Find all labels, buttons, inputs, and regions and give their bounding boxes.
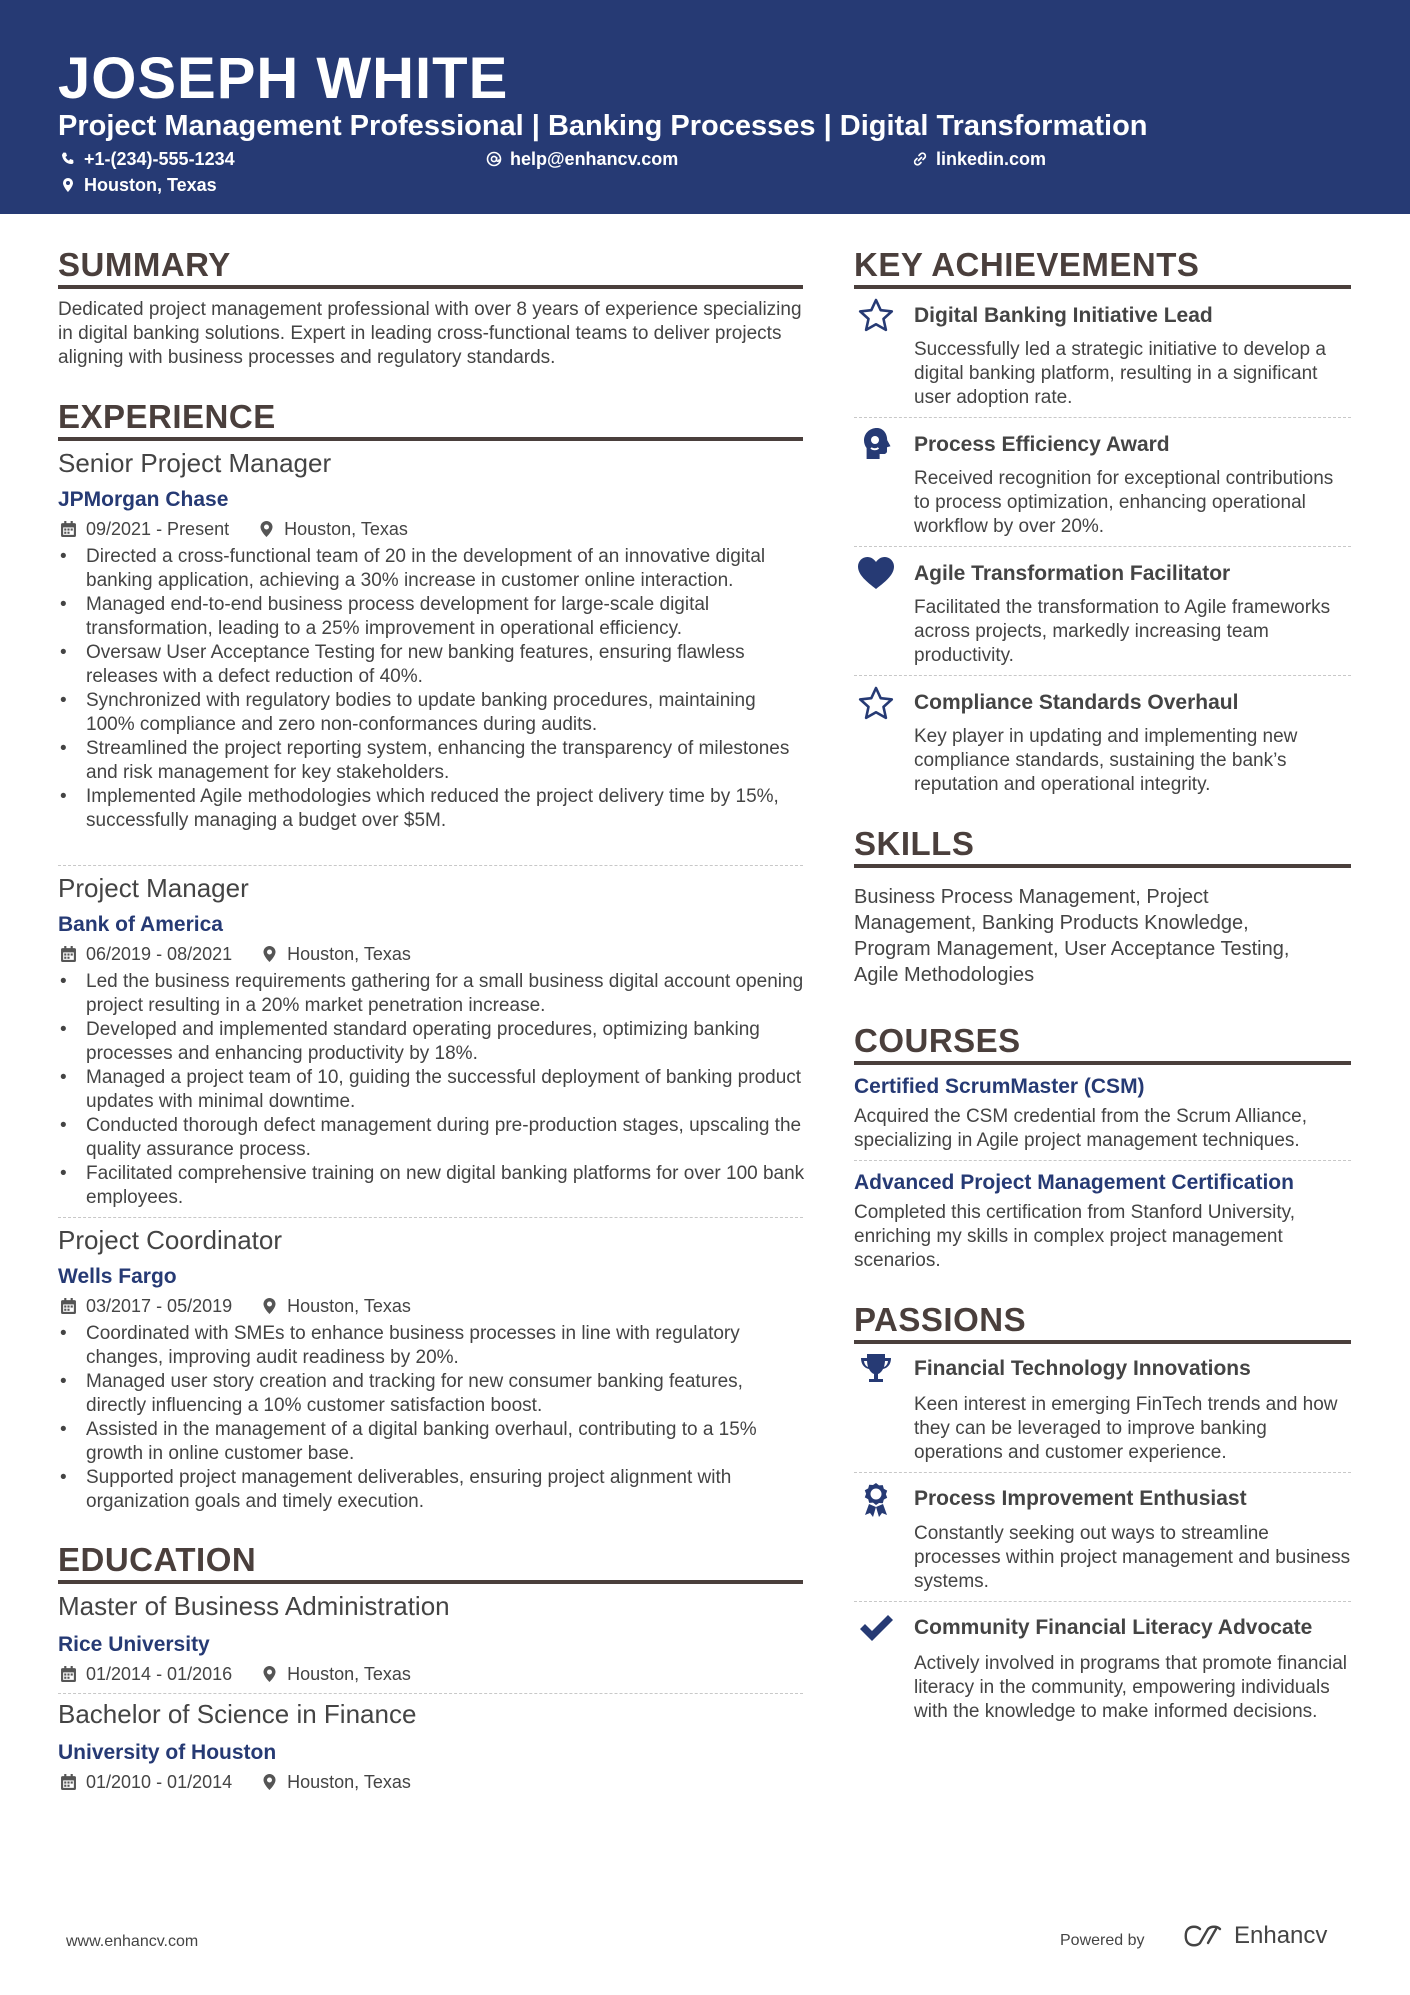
achievement-text: Facilitated the transformation to Agile frameworks across projects, markedly increasing team productivity.	[914, 597, 1331, 666]
job-role: Project Manager	[58, 873, 249, 903]
divider	[854, 1601, 1351, 1602]
achievements-heading: KEY ACHIEVEMENTS	[854, 246, 1200, 283]
enhancv-logo-icon	[1180, 1923, 1226, 1949]
achievement-text: Received recognition for exceptional contributions to process optimization, enhancing operational workflow by over 20%.	[914, 468, 1334, 537]
experience-heading: EXPERIENCE	[58, 398, 276, 435]
school-name: Rice University	[58, 1633, 210, 1656]
degree-title: Bachelor of Science in Finance	[58, 1699, 417, 1729]
list-item: • Facilitated comprehensive training on new digital banking platforms for over 100 bank employees.	[58, 1162, 808, 1210]
calendar-icon	[61, 1774, 76, 1790]
passion-title: Process Improvement Enthusiast	[914, 1487, 1247, 1510]
candidate-tagline: Project Management Professional | Banking Processes | Digital Transformation	[58, 110, 1148, 142]
achievement-title: Agile Transformation Facilitator	[914, 562, 1231, 585]
skills-heading: SKILLS	[854, 825, 975, 862]
divider	[854, 1160, 1351, 1161]
star-outline-icon	[856, 684, 896, 724]
passions-heading: PASSIONS	[854, 1301, 1027, 1338]
contact-location	[60, 173, 217, 197]
achievement-title: Process Efficiency Award	[914, 433, 1170, 456]
list-item: • Implemented Agile methodologies which reduced the project delivery time by 15%, successfully managing a budget over $5M.	[58, 785, 808, 833]
list-item: • Developed and implemented standard operating procedures, optimizing banking processes and enhancing productivity by 18%.	[58, 1018, 808, 1066]
passions-rule	[854, 1340, 1351, 1344]
achievement-text: Key player in updating and implementing new compliance standards, sustaining the bank’s reputation and operational integrity.	[914, 726, 1298, 795]
skills-text: Business Process Management, Project Management, Banking Products Knowledge, Program Management, User Acceptance Testing, Agile Methodologies	[854, 886, 1290, 986]
list-item: • Managed user story creation and tracking for new consumer banking features, directly influencing a 10% customer satisfaction boost.	[58, 1370, 808, 1418]
job-bullets	[58, 545, 808, 833]
list-item: • Synchronized with regulatory bodies to update banking procedures, maintaining 100% compliance and zero non-conformances during audits.	[58, 689, 808, 737]
calendar-icon	[61, 946, 76, 962]
summary-rule	[58, 285, 803, 289]
list-item: • Directed a cross-functional team of 20 in the development of an innovative digital banking application, achieving a 30% increase in customer online interaction.	[58, 545, 808, 593]
list-item: • Managed a project team of 10, guiding the successful deployment of banking product updates with minimal downtime.	[58, 1066, 808, 1114]
skills-rule	[854, 864, 1351, 868]
job-location: Houston, Texas	[287, 944, 411, 964]
job-meta	[61, 943, 411, 965]
location-pin-icon	[262, 946, 277, 962]
passion-title: Financial Technology Innovations	[914, 1357, 1251, 1380]
education-location: Houston, Texas	[287, 1664, 411, 1684]
divider	[854, 675, 1351, 676]
divider	[58, 1693, 803, 1694]
job-dates: 09/2021 - Present	[86, 519, 230, 539]
email-text: help@enhancv.com	[510, 149, 679, 169]
calendar-icon	[61, 1298, 76, 1314]
course-title: Certified ScrumMaster (CSM)	[854, 1075, 1145, 1098]
link-icon	[912, 151, 928, 167]
phone-text: +1-(234)-555-1234	[84, 149, 235, 169]
job-dates: 03/2017 - 05/2019	[86, 1296, 233, 1316]
list-item: • Conducted thorough defect management during pre-production stages, upscaling the quality assurance process.	[58, 1114, 808, 1162]
brand-name: Enhancv	[1234, 1922, 1328, 1949]
location-pin-icon	[259, 521, 274, 537]
location-pin-icon	[262, 1298, 277, 1314]
calendar-icon	[61, 521, 76, 537]
job-meta	[61, 1295, 411, 1317]
star-outline-icon	[856, 296, 896, 336]
education-rule	[58, 1580, 803, 1584]
contact-linkedin[interactable]	[912, 147, 1046, 171]
job-company[interactable]: Bank of America	[58, 913, 223, 936]
divider	[854, 1472, 1351, 1473]
contact-phone[interactable]	[60, 147, 235, 171]
location-text: Houston, Texas	[84, 175, 217, 195]
course-text: Completed this certification from Stanford University, enriching my skills in complex project management scenarios.	[854, 1202, 1296, 1271]
passion-text: Constantly seeking out ways to streamline processes within project management and business systems.	[914, 1523, 1351, 1592]
linkedin-text: linkedin.com	[936, 149, 1047, 169]
education-dates: 01/2010 - 01/2014	[86, 1772, 233, 1792]
education-location: Houston, Texas	[287, 1772, 411, 1792]
calendar-icon	[61, 1666, 76, 1682]
courses-heading: COURSES	[854, 1022, 1021, 1059]
divider	[58, 1217, 803, 1218]
experience-rule	[58, 437, 803, 441]
job-bullets	[58, 970, 808, 1210]
education-meta	[61, 1771, 411, 1793]
job-bullets	[58, 1322, 808, 1514]
passion-text: Keen interest in emerging FinTech trends and how they can be leveraged to improve banking operations and customer experience.	[914, 1394, 1338, 1463]
job-location: Houston, Texas	[284, 519, 408, 539]
at-icon	[486, 151, 502, 167]
courses-rule	[854, 1061, 1351, 1065]
divider	[854, 417, 1351, 418]
checkmark-icon	[856, 1608, 896, 1648]
education-heading: EDUCATION	[58, 1541, 257, 1578]
achievement-title: Digital Banking Initiative Lead	[914, 304, 1213, 327]
contact-email[interactable]	[486, 147, 678, 171]
job-role: Senior Project Manager	[58, 448, 332, 478]
list-item: • Led the business requirements gathering for a small business digital account opening project resulting in a 20% market penetration increase.	[58, 970, 808, 1018]
achievements-rule	[854, 285, 1351, 289]
school-name: University of Houston	[58, 1741, 277, 1764]
achievement-text: Successfully led a strategic initiative to develop a digital banking platform, resulting in a significant user adoption rate.	[914, 339, 1326, 408]
list-item: • Assisted in the management of a digital banking overhaul, contributing to a 15% growth in online customer base.	[58, 1418, 808, 1466]
job-location: Houston, Texas	[287, 1296, 411, 1316]
powered-by-label: Powered by	[1060, 1932, 1145, 1949]
passion-title: Community Financial Literacy Advocate	[914, 1616, 1313, 1639]
list-item: • Managed end-to-end business process development for large-scale digital transformation, leading to a 25% improvement in operational efficiency.	[58, 593, 808, 641]
resume-header	[0, 0, 1410, 214]
list-item: • Streamlined the project reporting system, enhancing the transparency of milestones and risk management for key stakeholders.	[58, 737, 808, 785]
phone-icon	[60, 151, 76, 167]
footer-url[interactable]: www.enhancv.com	[66, 1933, 199, 1950]
passion-text: Actively involved in programs that promote financial literacy in the community, empowering individuals with the knowledge to make informed decisions.	[914, 1653, 1347, 1722]
job-role: Project Coordinator	[58, 1225, 282, 1255]
education-dates: 01/2014 - 01/2016	[86, 1664, 233, 1684]
heart-icon	[856, 554, 896, 594]
divider	[58, 865, 803, 866]
summary-text: Dedicated project management professional with over 8 years of experience specializing in digital banking solutions. Expert in leading cross-functional teams to deliver projects aligning with business processes and regulatory standards.	[58, 299, 802, 368]
job-company[interactable]: Wells Fargo	[58, 1265, 177, 1288]
divider	[854, 546, 1351, 547]
list-item: • Supported project management deliverables, ensuring project alignment with organization goals and timely execution.	[58, 1466, 808, 1514]
job-company[interactable]: JPMorgan Chase	[58, 488, 229, 511]
education-meta	[61, 1663, 411, 1685]
location-pin-icon	[262, 1774, 277, 1790]
location-pin-icon	[262, 1666, 277, 1682]
list-item: • Oversaw User Acceptance Testing for new banking features, ensuring flawless releases with a defect reduction of 40%.	[58, 641, 808, 689]
course-title: Advanced Project Management Certification	[854, 1171, 1294, 1194]
summary-heading: SUMMARY	[58, 246, 231, 283]
award-ribbon-icon	[856, 1480, 896, 1520]
trophy-icon	[856, 1350, 896, 1390]
course-text: Acquired the CSM credential from the Scrum Alliance, specializing in Agile project management techniques.	[854, 1106, 1308, 1151]
list-item: • Coordinated with SMEs to enhance business processes in line with regulatory changes, improving audit readiness by 20%.	[58, 1322, 808, 1370]
job-meta	[61, 518, 408, 540]
degree-title: Master of Business Administration	[58, 1591, 450, 1621]
job-dates: 06/2019 - 08/2021	[86, 944, 233, 964]
achievement-title: Compliance Standards Overhaul	[914, 691, 1239, 714]
candidate-name: JOSEPH WHITE	[58, 46, 509, 111]
location-pin-icon	[60, 177, 76, 193]
head-icon	[856, 424, 896, 464]
enhancv-logo[interactable]	[1180, 1922, 1327, 1950]
